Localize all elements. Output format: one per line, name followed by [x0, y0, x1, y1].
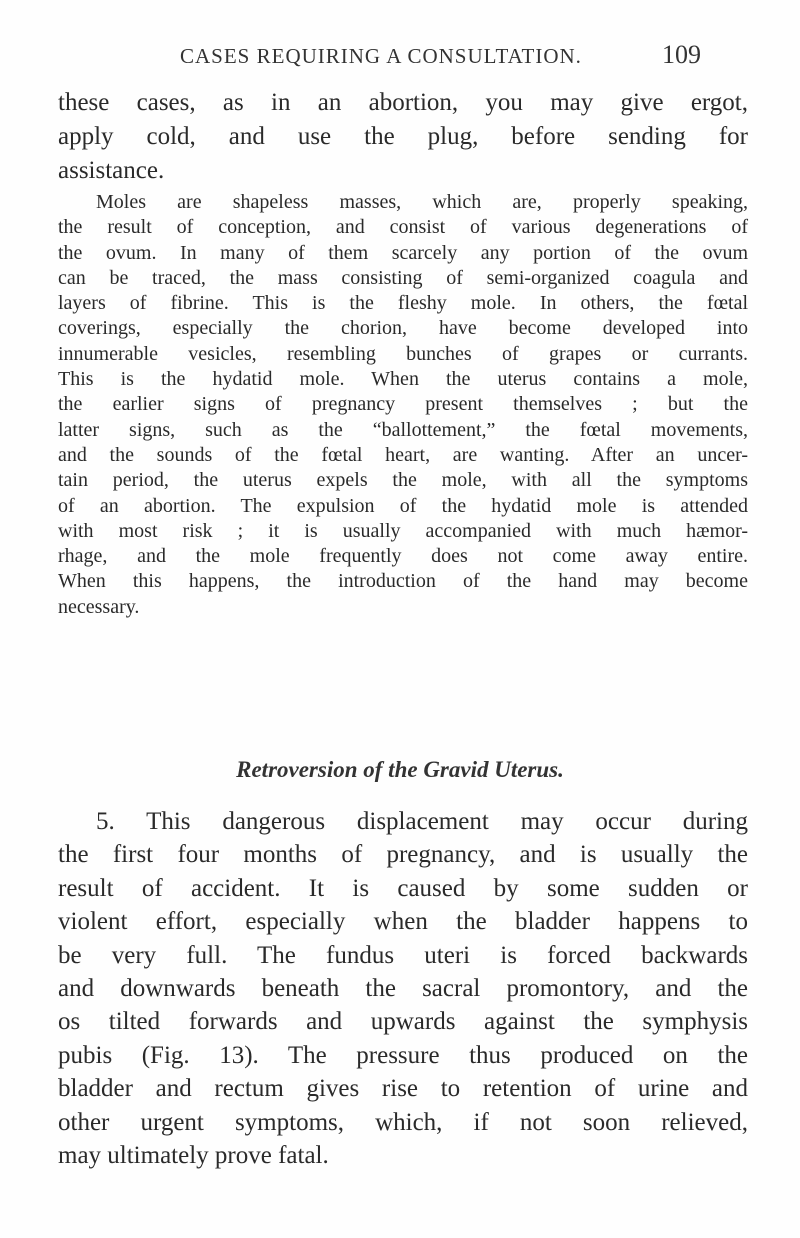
text-line: of an abortion. The expulsion of the hydatid mole is attended [58, 494, 748, 517]
text-line: with most risk ; it is usually accompanied with much hæmor- [58, 519, 748, 542]
text-line: may ultimately prove fatal. [58, 1142, 329, 1170]
section-heading: Retroversion of the Gravid Uterus. [236, 757, 564, 782]
text-line: 5. This dangerous displacement may occur during [96, 808, 748, 835]
text-line: violent effort, especially when the bladder happens to [58, 908, 748, 936]
paragraph-ergot [58, 86, 748, 188]
text-line: result of accident. It is caused by some sudden or [58, 874, 748, 902]
text-line: innumerable vesicles, resembling bunches of grapes or currants. [58, 342, 748, 365]
text-line: the earlier signs of pregnancy present themselves ; but the [58, 393, 748, 416]
text-line: This is the hydatid mole. When the uterus contains a mole, [58, 368, 748, 391]
text-line: When this happens, the introduction of the hand may become [58, 570, 748, 593]
text-line: the ovum. In many of them scarcely any portion of the ovum [58, 241, 748, 264]
text-line: Moles are shapeless masses, which are, properly speaking, [96, 191, 748, 213]
text-line: latter signs, such as the “ballottement,” the fœtal movements, [58, 418, 748, 441]
page-number: 109 [662, 40, 701, 69]
text-line: apply cold, and use the plug, before sending for [58, 123, 748, 150]
text-line: and the sounds of the fœtal heart, are wanting. After an uncer- [58, 443, 748, 466]
text-line: rhage, and the mole frequently does not come away entire. [58, 545, 748, 568]
text-line: these cases, as in an abortion, you may give ergot, [58, 89, 748, 116]
text-line: the first four months of pregnancy, and is usually the [58, 841, 748, 869]
text-line: layers of fibrine. This is the fleshy mole. In others, the fœtal [58, 292, 748, 315]
running-title: CASES REQUIRING A CONSULTATION. [180, 44, 582, 68]
text-line: bladder and rectum gives rise to retention of urine and [58, 1075, 748, 1103]
text-line: can be traced, the mass consisting of semi-organized coagula and [58, 266, 748, 289]
text-line: os tilted forwards and upwards against the symphysis [58, 1008, 748, 1036]
text-line: and downwards beneath the sacral promontory, and the [58, 975, 748, 1003]
text-line: assistance. [58, 157, 165, 184]
paragraph-moles [58, 190, 748, 620]
text-line: necessary. [58, 595, 140, 618]
text-line: be very full. The fundus uteri is forced backwards [58, 941, 748, 969]
text-line: the result of conception, and consist of various degenerations of [58, 216, 748, 239]
text-line: coverings, especially the chorion, have become developed into [58, 317, 748, 340]
text-line: other urgent symptoms, which, if not soon relieved, [58, 1108, 748, 1136]
paragraph-retroversion [58, 805, 748, 1172]
text-line: tain period, the uterus expels the mole, with all the symptoms [58, 469, 748, 492]
text-line: pubis (Fig. 13). The pressure thus produced on the [58, 1041, 748, 1069]
